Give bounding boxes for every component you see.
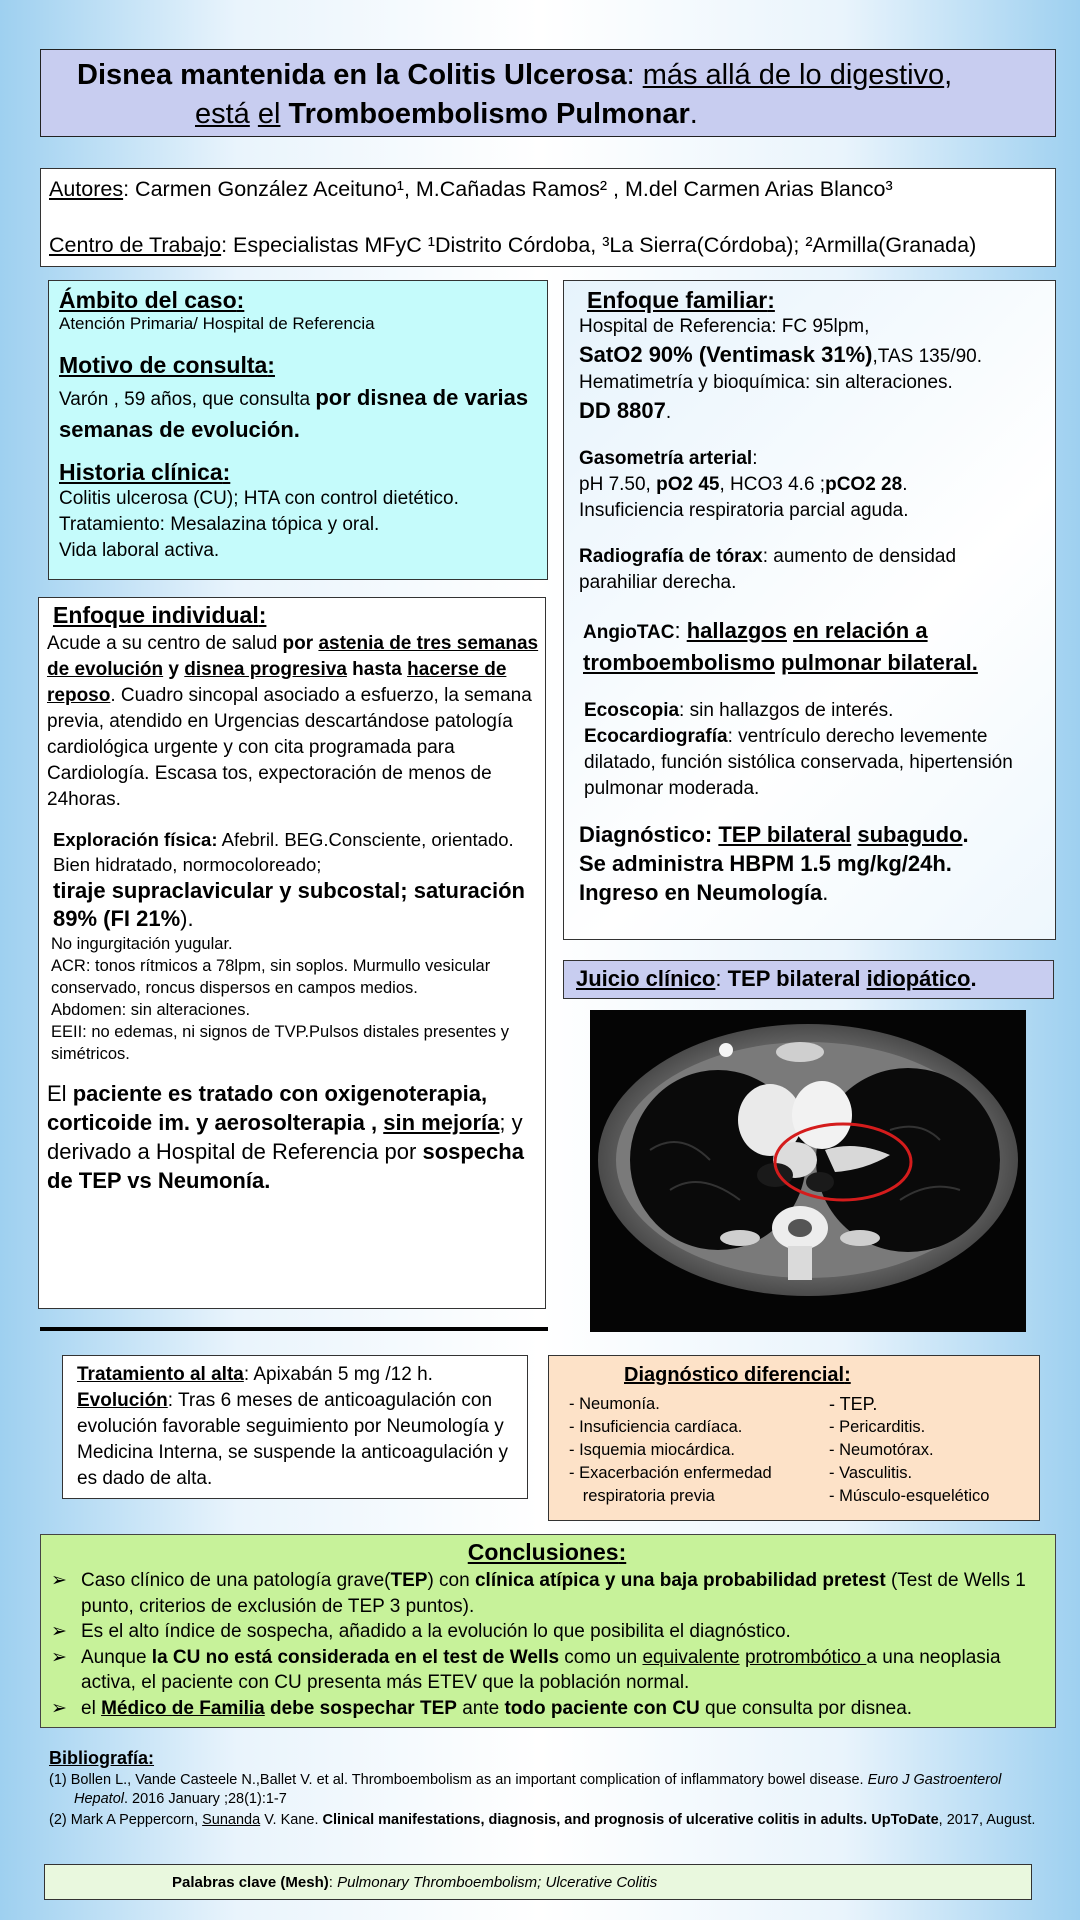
historia-line: Tratamiento: Mesalazina tópica y oral.	[59, 514, 380, 535]
alta-line	[77, 1364, 433, 1385]
angio-b: en relación a	[793, 618, 928, 643]
ambito-heading-colon: :	[236, 287, 245, 313]
c3-a: Aunque	[81, 1646, 152, 1668]
ddx-heading-colon: :	[844, 1364, 851, 1386]
alta-box	[62, 1355, 528, 1499]
ind-p1-d: y	[163, 659, 185, 680]
ddx-item: - Neumotórax.	[829, 1441, 934, 1459]
c1-e: (Test de Wells 1 punto, criterios de exclusión de TEP 3 puntos).	[81, 1570, 1026, 1617]
alta-label: Tratamiento al alta	[77, 1364, 244, 1385]
c4-a: el	[81, 1697, 102, 1719]
conclusions-heading-colon: :	[618, 1539, 627, 1565]
alta-text: : Apixabán 5 mg /12 h.	[243, 1364, 433, 1385]
title-period: .	[689, 98, 698, 130]
exam-line: Abdomen: sin alteraciones.	[51, 1001, 251, 1019]
c1-a: Caso clínico de una patología grave(	[81, 1570, 391, 1591]
ddx-item: - Músculo-esquelético	[829, 1487, 990, 1505]
gaso-e: .	[902, 474, 908, 495]
bib-heading-text: Bibliografía	[49, 1748, 149, 1768]
authors-line	[49, 177, 893, 202]
c2: Es el alto índice de sospecha, añadido a la evolución lo que posibilita el diagnóstico.	[81, 1621, 791, 1642]
title-box	[40, 49, 1056, 137]
c3-b: la CU no está considerada en el test de Wells	[151, 1646, 560, 1668]
r2-a: (2) Mark A Peppercorn,	[49, 1812, 203, 1828]
r2-c: V. Kane.	[260, 1812, 323, 1828]
motivo-heading-colon: :	[267, 352, 275, 378]
ct-bronchus	[806, 1172, 834, 1192]
rx-text: : aumento de densidad parahiliar derecha.	[579, 546, 957, 593]
diag-3-end: .	[822, 880, 829, 905]
c1-c: ) con	[427, 1570, 475, 1591]
angio-colon: :	[674, 618, 687, 643]
individual-heading	[47, 602, 545, 629]
ct-marker	[719, 1043, 733, 1057]
diag-c: subagudo	[857, 822, 963, 847]
r1-c: . 2016 January ;28(1):1-7	[123, 1791, 287, 1807]
ambito-box	[48, 280, 548, 580]
treatment-paragraph	[47, 1079, 545, 1195]
ind-p1-g: hacerse de reposo	[47, 659, 507, 706]
ind-p1-h: . Cuadro sincopal asociado a esfuerzo, la semana previa, atendido en Urgencias descartándose patología cardiológica urgente y con cita programada para Cardiología. Escasa tos, expectoración de menos de 24horas.	[47, 685, 532, 810]
bullet-icon: ➢	[51, 1646, 67, 1668]
diag-d: .	[962, 822, 969, 847]
ddx-list-right	[829, 1393, 990, 1508]
ind-p1-e: disnea progresiva	[184, 659, 347, 680]
conclusions-list	[51, 1568, 1043, 1721]
authors-text: : Carmen González Aceituno¹, M.Cañadas Ramos² , M.del Carmen Arias Blanco³	[123, 177, 893, 201]
c1-b: TEP	[390, 1570, 428, 1591]
workplace-text: : Especialistas MFyC ¹Distrito Córdoba, ³La Sierra(Córdoba); ²Armilla(Granada)	[221, 233, 977, 257]
conclusions-box	[40, 1534, 1056, 1728]
poster-title	[77, 56, 1045, 134]
evolucion-label: Evolución	[77, 1390, 168, 1411]
ind-p3-d: ; y derivado a Hospital de Referencia por	[47, 1110, 523, 1164]
ind-p1-c: astenia de tres semanas de evolución	[47, 633, 539, 680]
juicio-colon: :	[715, 966, 728, 991]
c3-d: equivalente	[642, 1646, 740, 1668]
ct-rib	[840, 1230, 880, 1246]
ct-rib	[720, 1230, 760, 1246]
dd-period: .	[665, 402, 672, 423]
ind-p3-c: sin mejoría	[383, 1110, 500, 1135]
familiar-line	[579, 340, 1055, 370]
juicio-end: .	[970, 966, 977, 991]
ddx-item: - TEP.	[829, 1394, 878, 1414]
conclusions-heading-text: Conclusiones	[467, 1539, 619, 1565]
motivo-text	[59, 383, 529, 445]
keywords-label: Palabras clave (Mesh)	[172, 1874, 329, 1891]
ecocar-text: : ventrículo derecho levemente dilatado, función sistólica conservada, hipertensión pulmonar moderada.	[584, 726, 1013, 799]
title-sep: :	[626, 59, 643, 91]
ddx-box	[548, 1355, 1040, 1521]
ddx-heading	[624, 1364, 851, 1387]
reference-1	[49, 1771, 1059, 1809]
individual-heading-colon: :	[258, 602, 267, 628]
exam-text: Afebril. BEG.Consciente, orientado. Bien hidratado, normocoloreado;	[53, 829, 514, 875]
authors-label: Autores	[49, 177, 124, 201]
gaso-d: pCO2 28	[825, 474, 903, 495]
juicio-label: Juicio clínico	[576, 966, 716, 991]
historia-line: Colitis ulcerosa (CU); HTA con control dietético.	[59, 488, 459, 509]
ddx-list-left	[569, 1393, 772, 1508]
ind-p3-e: sospecha de TEP vs Neumonía.	[47, 1139, 524, 1193]
exam-findings	[53, 877, 545, 933]
conclusions-heading	[51, 1539, 1043, 1566]
c3-g: a una neoplasia activa, el paciente con CU presenta más ETEV que la población normal.	[81, 1646, 1001, 1693]
familiar-heading	[579, 287, 1055, 314]
conclusion-item	[51, 1696, 1043, 1722]
rx-line	[579, 544, 1039, 596]
title-part-1: Disnea mantenida en la Colitis Ulcerosa	[77, 59, 627, 91]
familiar-line: Hospital de Referencia: FC 95lpm,	[579, 316, 870, 337]
exam-paragraph	[47, 827, 545, 933]
familiar-heading-text: Enfoque familiar	[587, 287, 768, 313]
title-part-2: más allá de lo digestivo	[642, 59, 945, 91]
angio-c: tromboembolismo	[583, 650, 775, 675]
conclusion-item	[51, 1568, 1043, 1619]
ct-scan-image	[590, 1010, 1026, 1332]
ddx-item: - Isquemia miocárdica.	[569, 1441, 735, 1459]
gaso-b: pO2 45	[656, 474, 720, 495]
ct-spinal-canal	[788, 1219, 812, 1237]
gaso-values	[579, 472, 1055, 498]
eco-text: : sin hallazgos de interés.	[679, 700, 894, 721]
diag-a: Diagnóstico:	[579, 822, 719, 847]
diagnosis	[579, 820, 1055, 907]
title-part-3: está	[195, 98, 250, 130]
juicio-text: TEP bilateral	[727, 966, 867, 991]
eco-label: Ecoscopia	[584, 700, 680, 721]
ddx-item: - Neumonía.	[569, 1395, 660, 1413]
gaso-label: Gasometría arterial	[579, 448, 753, 469]
ddx-item: - Exacerbación enfermedad	[569, 1464, 772, 1482]
gaso-colon: :	[752, 448, 758, 469]
keywords-box	[44, 1864, 1032, 1900]
exam-line: ACR: tonos rítmicos a 78lpm, sin soplos. Murmullo vesicular conservado, roncus dispersos en campos medios.	[51, 957, 491, 997]
gaso-line-2: Insuficiencia respiratoria parcial aguda.	[579, 500, 909, 521]
ambito-heading-text: Ámbito del caso	[59, 287, 237, 313]
r2-d: Clinical manifestations, diagnosis, and prognosis of ulcerative colitis in adults. UpToDate	[322, 1812, 939, 1828]
diag-3: Ingreso en Neumología	[579, 880, 823, 905]
ddx-item: respiratoria previa	[569, 1487, 715, 1505]
angio-a: hallazgos	[686, 618, 787, 643]
angio-line	[579, 616, 1055, 678]
exam-line: No ingurgitación yugular.	[51, 935, 233, 953]
ind-p1-f: hasta	[346, 659, 408, 680]
historia-heading	[59, 459, 547, 486]
title-comma: ,	[944, 59, 953, 91]
individual-paragraph	[47, 631, 545, 813]
bibliography	[49, 1748, 1059, 1830]
authors-box	[40, 168, 1056, 267]
workplace-label: Centro de Trabajo	[49, 233, 222, 257]
ind-p3-a: El	[47, 1081, 73, 1106]
exam-label: Exploración física:	[53, 829, 218, 850]
tas-value: ,TAS 135/90.	[872, 346, 982, 367]
title-part-5: Tromboembolismo Pulmonar	[288, 98, 690, 130]
bib-heading-colon: :	[148, 1748, 155, 1768]
evolucion-line	[77, 1390, 508, 1489]
diag-b: TEP bilateral	[718, 822, 852, 847]
c3-f: protrombótico	[744, 1646, 867, 1668]
ind-p3-b: paciente es tratado con oxigenoterapia, corticoide im. y aerosolterapia ,	[47, 1081, 488, 1135]
juicio-underlined: idiopático	[866, 966, 971, 991]
c4-d: ante	[456, 1697, 505, 1719]
ct-sternum	[776, 1042, 824, 1062]
familiar-line: Hematimetría y bioquímica: sin alteraciones.	[579, 372, 953, 393]
keywords-text: Pulmonary Thromboembolism; Ulcerative Colitis	[337, 1874, 658, 1891]
diag-2: Se administra HBPM 1.5 mg/kg/24h.	[579, 851, 952, 876]
ddx-item: - Vasculitis.	[829, 1464, 913, 1482]
sat-value: SatO2 90% (Ventimask 31%)	[579, 342, 873, 367]
eco-line	[579, 698, 1039, 802]
ind-p1-b: por	[282, 633, 319, 654]
exam-big: tiraje supraclavicular y subcostal; saturación 89% (FI 21%	[53, 878, 525, 931]
r1-b: Euro J Gastroenterol Hepatol	[74, 1772, 1002, 1807]
ct-spinal-process	[788, 1246, 812, 1280]
evolucion-text: : Tras 6 meses de anticoagulación con evolución favorable seguimiento por Neumología y Medicina Interna, se suspende la anticoagulación y es dado de alta.	[77, 1390, 508, 1489]
reference-2	[49, 1811, 1059, 1830]
c4-c: debe sospechar TEP	[264, 1697, 457, 1719]
ind-p1-a: Acude a su centro de salud	[47, 633, 283, 654]
ddx-item: - Pericarditis.	[829, 1418, 926, 1436]
conclusion-item	[51, 1645, 1043, 1696]
familiar-line	[579, 396, 1055, 426]
gaso-line	[579, 446, 1055, 472]
familiar-box	[563, 280, 1056, 940]
angio-label: AngioTAC	[583, 622, 675, 643]
motivo-heading	[59, 352, 547, 379]
angio-d: pulmonar bilateral.	[781, 650, 978, 675]
section-divider	[40, 1327, 548, 1331]
motivo-text-bold: por disnea de varias semanas de evolución.	[59, 385, 529, 442]
juicio-box	[563, 960, 1054, 999]
familiar-heading-colon: :	[767, 287, 775, 313]
ddx-heading-text: Diagnóstico diferencial	[624, 1364, 845, 1386]
bibliography-heading	[49, 1748, 1059, 1769]
ct-scan-svg	[590, 1010, 1026, 1332]
c4-e: todo paciente con CU	[504, 1697, 700, 1719]
ct-pulmonary-artery	[792, 1081, 852, 1149]
gaso-c: , HCO3 4.6 ;	[719, 474, 826, 495]
conclusion-item	[51, 1619, 1043, 1645]
ddx-item: - Insuficiencia cardíaca.	[569, 1418, 743, 1436]
bullet-icon: ➢	[51, 1570, 67, 1591]
gaso-a: pH 7.50,	[579, 474, 657, 495]
r2-b: Sunanda	[202, 1812, 261, 1828]
r2-e: , 2017, August.	[938, 1812, 1036, 1828]
c3-c: como un	[559, 1646, 643, 1668]
keywords-colon: :	[328, 1874, 338, 1891]
historia-heading-text: Historia clínica	[59, 459, 223, 485]
individual-heading-text: Enfoque individual	[53, 602, 259, 628]
historia-line: Vida laboral activa.	[59, 540, 220, 561]
ambito-heading	[59, 287, 547, 314]
workplace-line	[49, 233, 976, 258]
motivo-heading-text: Motivo de consulta	[59, 352, 268, 378]
ecocar-label: Ecocardiografía	[584, 726, 728, 747]
r1-a: (1) Bollen L., Vande Casteele N.,Ballet V. et al. Thromboembolism as an important complication of inflammatory bowel disease.	[49, 1772, 868, 1788]
title-part-4: el	[257, 98, 281, 130]
c1-d: clínica atípica y una baja probabilidad pretest	[474, 1570, 886, 1591]
historia-heading-colon: :	[222, 459, 231, 485]
motivo-text-plain: Varón , 59 años, que consulta	[59, 389, 316, 410]
exam-line: EEII: no edemas, ni signos de TVP.Pulsos distales presentes y simétricos.	[51, 1023, 509, 1063]
c4-b: Médico de Familia	[101, 1697, 265, 1719]
bullet-icon: ➢	[51, 1621, 67, 1642]
exam-big-end: ).	[180, 906, 194, 931]
c4-f: que consulta por disnea.	[699, 1697, 913, 1719]
rx-label: Radiografía de tórax	[579, 546, 763, 567]
bullet-icon: ➢	[51, 1697, 67, 1719]
dd-value: DD 8807	[579, 398, 666, 423]
individual-box	[38, 597, 546, 1309]
ambito-text: Atención Primaria/ Hospital de Referencia	[59, 314, 375, 333]
